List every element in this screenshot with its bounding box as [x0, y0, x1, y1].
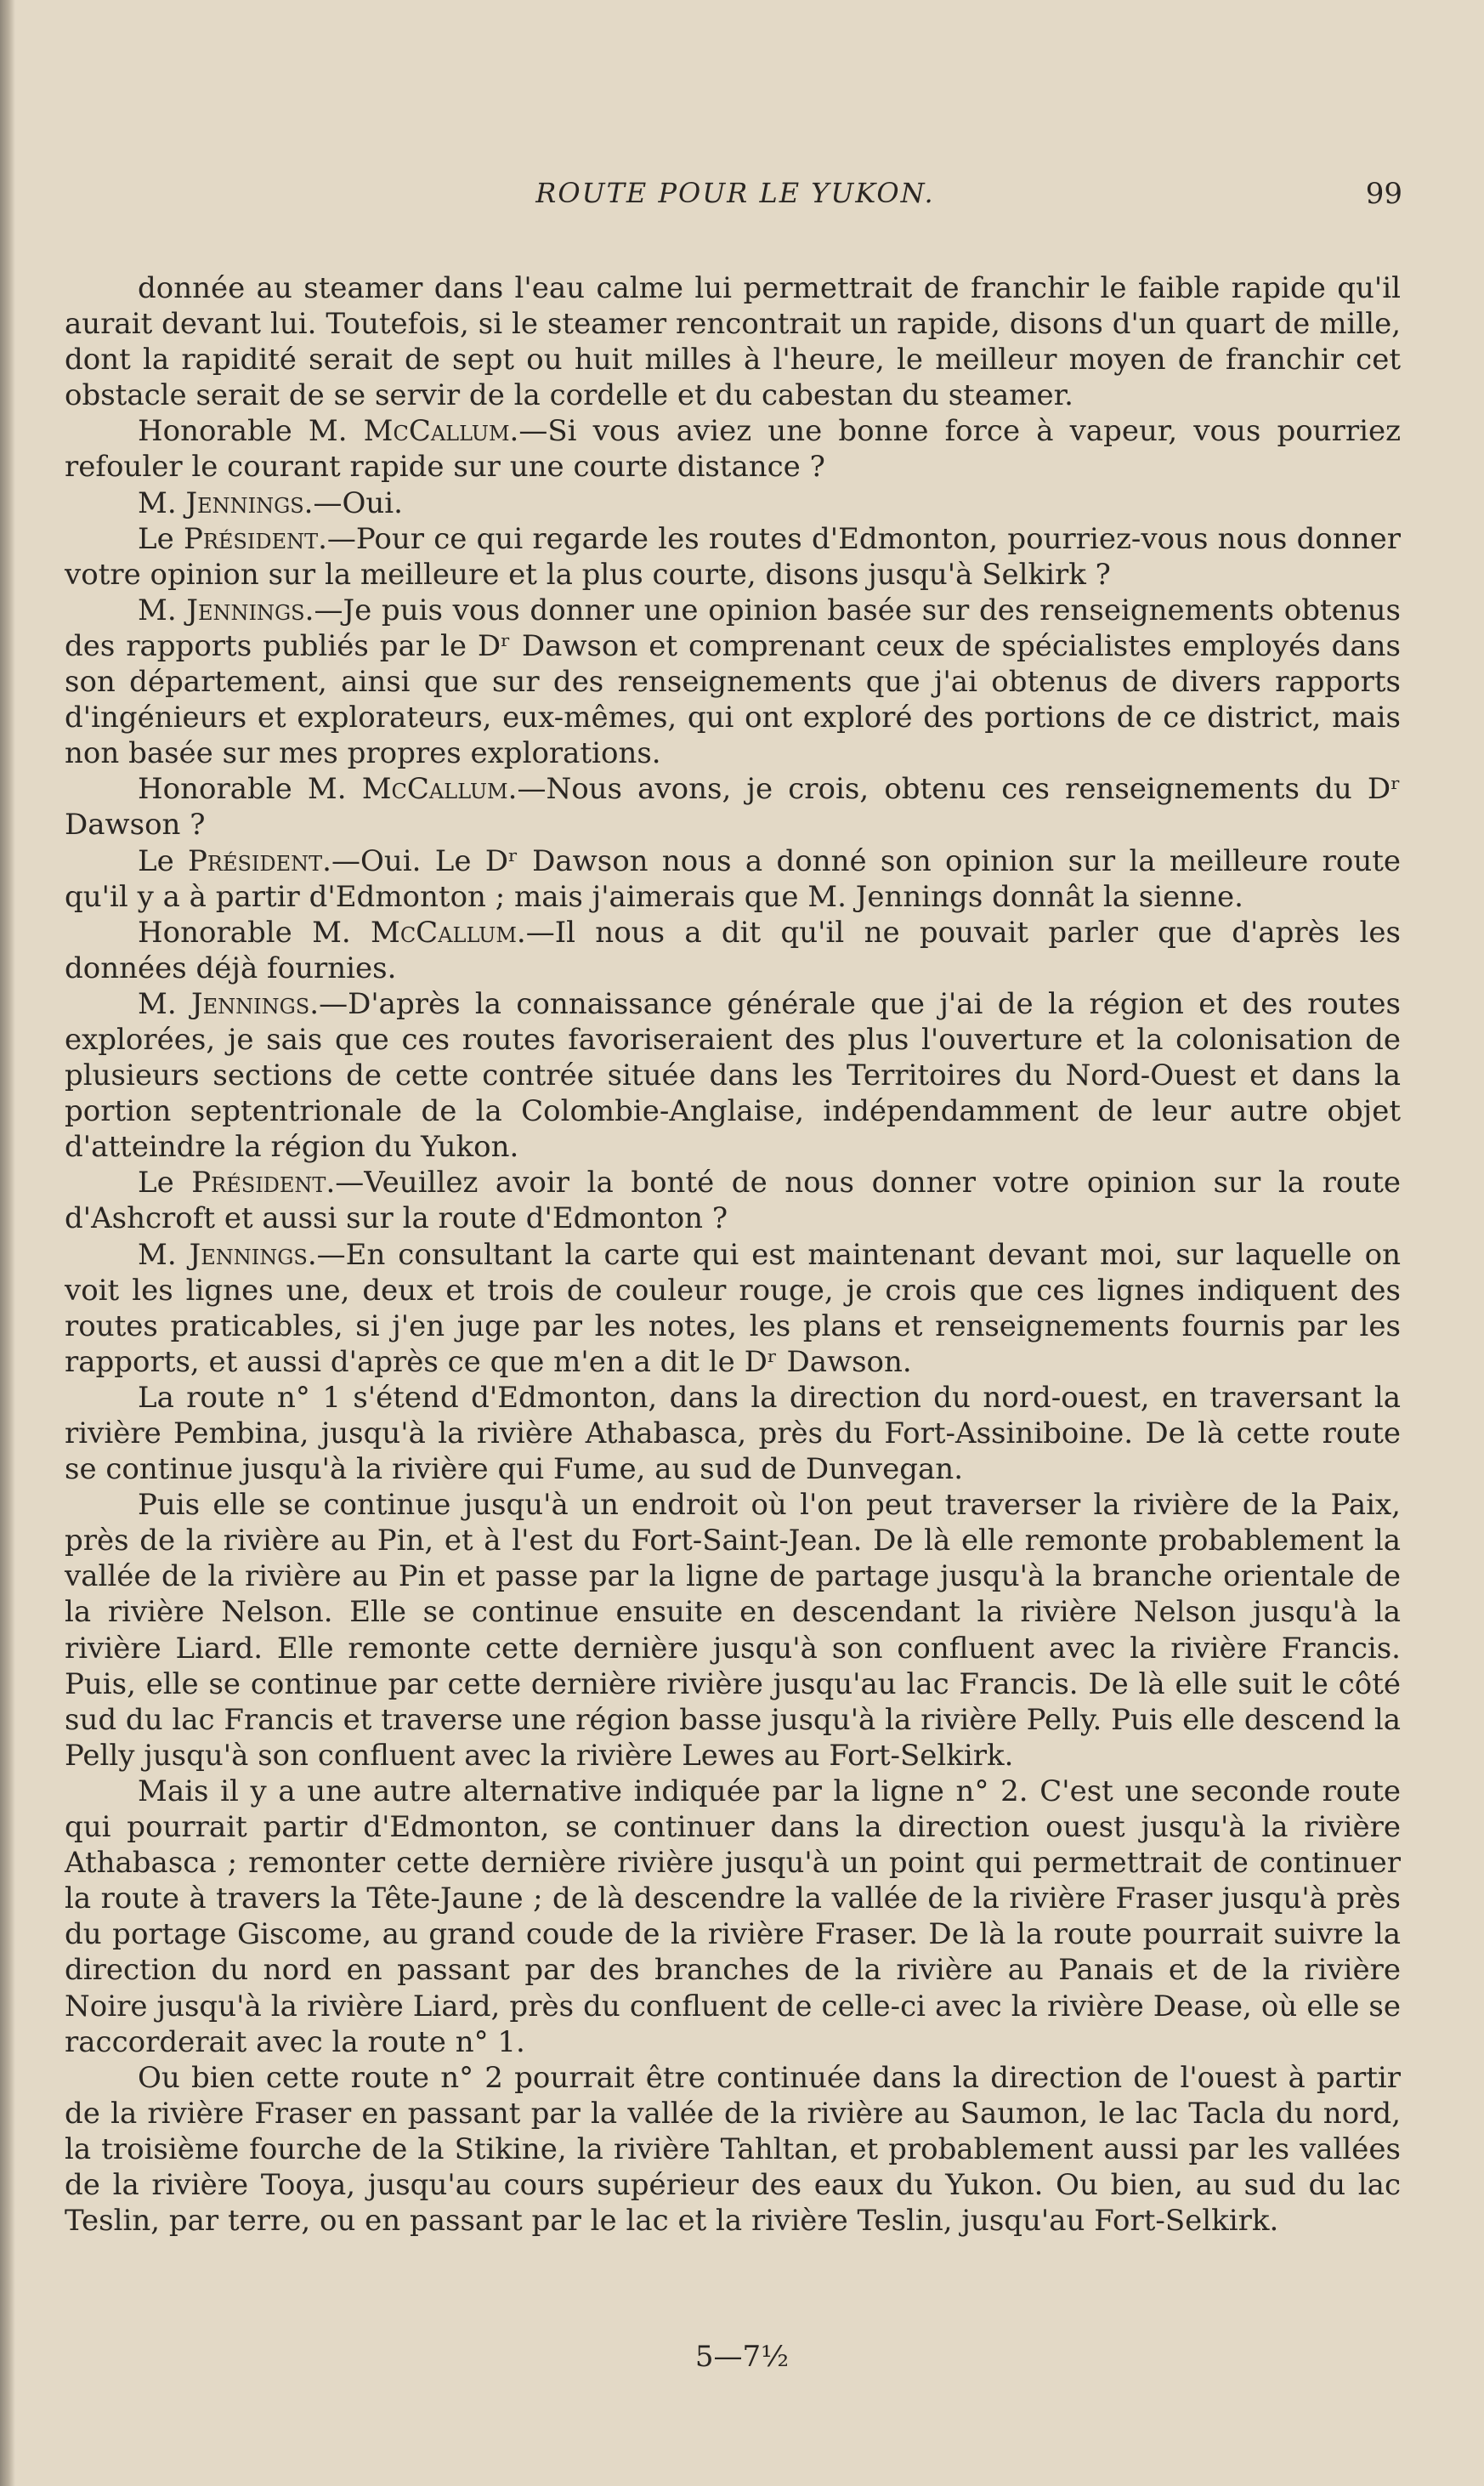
- paragraph-text: —Je puis vous donner une opinion basée sur des renseignements obtenus des rapports publiés par le Dʳ Dawson et comprenant ceux de spécialistes employés dans son département, ainsi que sur des renseignements que j'ai obtenus de divers rapports d'ingénieurs et explorateurs, eux-mêmes, qui ont exploré des portions de ce district, mais non basée sur mes propres explorations.: [65, 593, 1401, 771]
- speaker-name: Président.: [183, 521, 327, 556]
- speaker-name: Jennings.: [186, 593, 314, 627]
- paragraph-text: Le: [138, 843, 189, 878]
- paragraph: [65, 1380, 1401, 1487]
- paragraph-text: Le: [138, 521, 184, 556]
- paragraph-text: —Pour ce qui regarde les routes d'Edmonton, pourriez-vous nous donner votre opinion sur la meilleure et la plus courte, disons jusqu'à Selkirk ?: [65, 521, 1401, 592]
- paragraph: [65, 1774, 1401, 2060]
- paragraph-text: —Nous avons, je crois, obtenu ces renseignements du Dʳ Dawson ?: [65, 772, 1401, 843]
- paragraph: [65, 521, 1401, 593]
- paragraph: [65, 1237, 1401, 1380]
- paragraph: [65, 1165, 1401, 1236]
- paragraph: [65, 986, 1401, 1165]
- paragraph-text: M.: [138, 593, 187, 627]
- paragraph: [65, 915, 1401, 986]
- paragraph: [65, 771, 1401, 843]
- paragraph: [65, 413, 1401, 485]
- speaker-name: McCallum.: [371, 915, 526, 950]
- paragraph-text: Puis elle se continue jusqu'à un endroit où l'on peut traverser la rivière de la Paix, près de la rivière au Pin, et à l'est du Fort-Saint-Jean. De là elle remonte probablement la vallée de la rivière au Pin et passe par la ligne de partage jusqu'à la branche orientale de la rivière Nelson. Elle se continue ensuite en descendant la rivière Nelson jusqu'à la rivière Liard. Elle remonte cette dernière jusqu'à son confluent avec la rivière Francis. Puis, elle se continue par cette dernière rivière jusqu'au lac Francis. De là elle suit le côté sud du lac Francis et traverse une région basse jusqu'à la rivière Pelly. Puis elle descend la Pelly jusqu'à son confluent avec la rivière Lewes au Fort-Selkirk.: [65, 1488, 1401, 1773]
- paragraph-text: —Il nous a dit qu'il ne pouvait parler que d'après les données déjà fournies.: [65, 915, 1401, 985]
- paragraph-text: Ou bien cette route n° 2 pourrait être continuée dans la direction de l'ouest à partir de la rivière Fraser en passant par la vallée de la rivière au Saumon, le lac Tacla du nord, la troisième fourche de la Stikine, la rivière Tahltan, et probablement aussi par les vallées de la rivière Tooya, jusqu'au cours supérieur des eaux du Yukon. Ou bien, au sud du lac Teslin, par terre, ou en passant par le lac et la rivière Teslin, jusqu'au Fort-Selkirk.: [65, 2060, 1401, 2239]
- speaker-name: McCallum.: [363, 414, 519, 449]
- paragraph-text: Le: [138, 1166, 192, 1200]
- paragraph-text: Honorable M.: [138, 414, 364, 449]
- page-header: [68, 177, 1402, 224]
- paragraph-text: —En consultant la carte qui est maintenant devant moi, sur laquelle on voit les lignes une, deux et trois de couleur rouge, je crois que ces lignes indiquent des routes praticables, si j'en juge par les notes, les plans et renseignements fournis par les rapports, et aussi d'après ce que m'en a dit le Dʳ Dawson.: [65, 1237, 1401, 1379]
- paragraph: [65, 485, 1401, 521]
- paragraph-text: donnée au steamer dans l'eau calme lui permettrait de franchir le faible rapide qu'il aurait devant lui. Toutefois, si le steamer rencontrait un rapide, disons d'un quart de mille, dont la rapidité serait de sept ou huit milles à l'heure, le meilleur moyen de franchir cet obstacle serait de se servir de la cordelle et du cabestan du steamer.: [65, 271, 1401, 413]
- running-head: ROUTE POUR LE YUKON.: [535, 177, 935, 209]
- paragraph-text: —D'après la connaissance générale que j'ai de la région et des routes explorées, je sais que ces routes favoriseraient des plus l'ouverture et la colonisation de plusieurs sections de cette contrée située dans les Territoires du Nord-Ouest et dans la portion septentrionale de la Colombie-Anglaise, indépendamment de leur autre objet d'atteindre la région du Yukon.: [65, 986, 1401, 1165]
- paragraph-text: —Oui.: [313, 485, 403, 520]
- paragraph: [65, 2060, 1401, 2239]
- paragraph-text: —Oui. Le Dʳ Dawson nous a donné son opinion sur la meilleure route qu'il y a à partir d'Edmonton ; mais j'aimerais que M. Jennings donnât la sienne.: [65, 843, 1402, 914]
- paragraph-text: —Veuillez avoir la bonté de nous donner votre opinion sur la route d'Ashcroft et aussi sur la route d'Edmonton ?: [65, 1166, 1401, 1236]
- paragraph: [65, 270, 1401, 413]
- speaker-name: Président.: [188, 843, 331, 878]
- paragraph-text: —Si vous aviez une bonne force à vapeur, vous pourriez refouler le courant rapide sur une courte distance ?: [65, 414, 1401, 485]
- paragraph-text: Mais il y a une autre alternative indiquée par la ligne n° 2. C'est une seconde route qui pourrait partir d'Edmonton, se continuer dans la direction ouest jusqu'à la rivière Athabasca ; remonter cette dernière rivière jusqu'à un point qui permettrait de continuer la route à travers la Tête-Jaune ; de là descendre la vallée de la rivière Fraser jusqu'à près du portage Giscome, au grand coude de la rivière Fraser. De là la route pourrait suivre la direction du nord en passant par des branches de la rivière au Panais et de la rivière Noire jusqu'à la rivière Liard, près du confluent de celle-ci avec la rivière Dease, où elle se raccorderait avec la route n° 1.: [65, 1774, 1401, 2059]
- paragraph-text: M.: [138, 485, 186, 520]
- page-number: 99: [1365, 177, 1402, 211]
- speaker-name: Président.: [191, 1166, 336, 1200]
- paragraph: [65, 1487, 1401, 1774]
- paragraph-text: Honorable M.: [138, 915, 371, 950]
- paragraph-text: M.: [138, 1237, 190, 1272]
- paragraph: [65, 593, 1401, 771]
- signature-mark: 5—7½: [694, 2340, 790, 2374]
- speaker-name: Jennings.: [189, 1237, 317, 1272]
- speaker-name: McCallum.: [361, 772, 518, 807]
- paragraph-text: La route n° 1 s'étend d'Edmonton, dans la direction du nord-ouest, en traversant la rivière Pembina, jusqu'à la rivière Athabasca, près du Fort-Assiniboine. De là cette route se continue jusqu'à la rivière qui Fume, au sud de Dunvegan.: [65, 1380, 1401, 1487]
- paragraph: [65, 843, 1401, 915]
- paragraph-text: M.: [138, 986, 191, 1021]
- speaker-name: Jennings.: [191, 986, 320, 1021]
- page-binding-shadow: [0, 0, 15, 2486]
- body-text: [65, 270, 1401, 2239]
- speaker-name: Jennings.: [185, 485, 314, 520]
- paragraph-text: Honorable M.: [138, 772, 362, 807]
